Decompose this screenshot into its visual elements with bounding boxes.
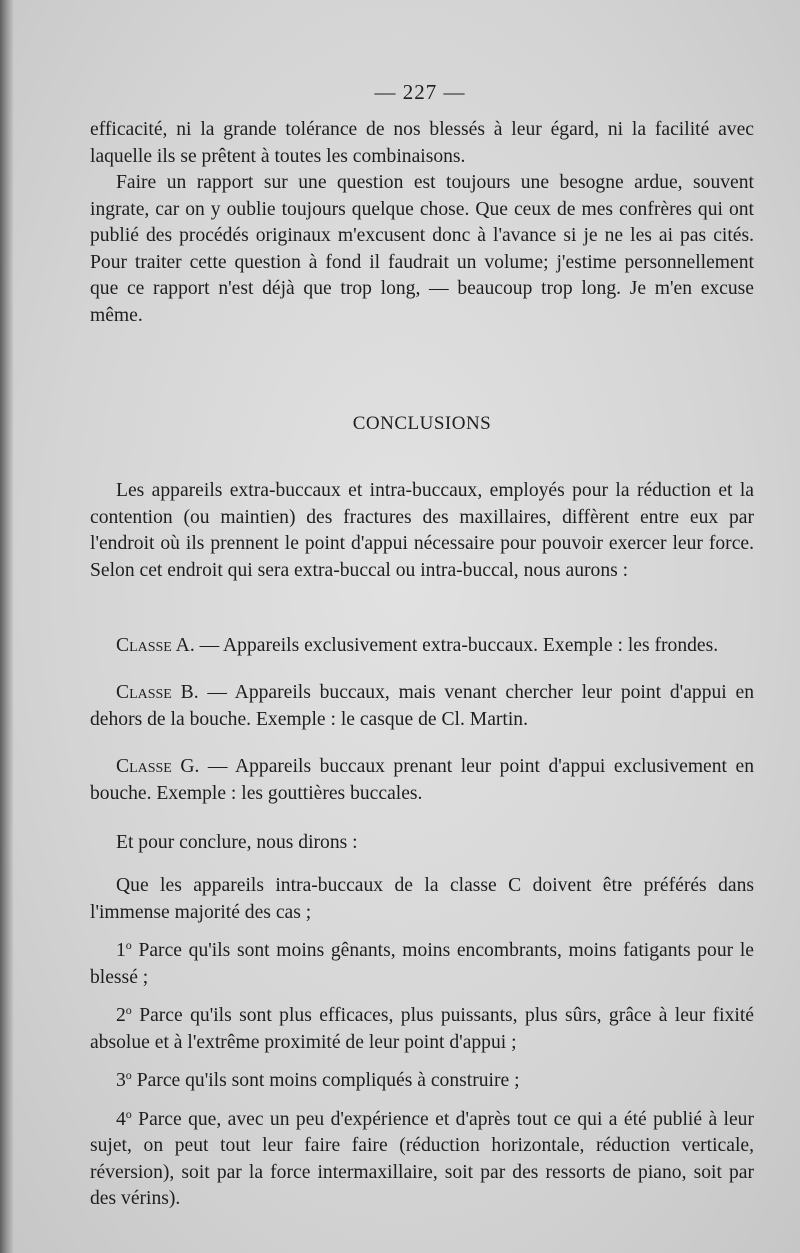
- class-b: [90, 680, 754, 733]
- reason-3-text: Parce qu'ils sont moins compliqués à construire ;: [131, 1070, 520, 1091]
- reason-1-text: Parce qu'ils sont moins gênants, moins encombrants, moins fatigants pour le blessé ;: [90, 940, 754, 988]
- class-a: [90, 633, 754, 660]
- paragraph-report: Faire un rapport sur une question est toujours une besogne ardue, souvent ingrate, car on y oublie toujours quelque chose. Que ceux de mes confrères qui ont publié des procédés originaux m'excusent donc à l'avance si je ne les ai pas cités. Pour traiter cette question à fond il faudrait un volume; j'estime personnellement que ce rapport n'est déjà que trop long, — beaucoup trop long. Je m'en excuse même.: [90, 172, 754, 326]
- class-a-text: A. — Appareils exclusivement extra-buccaux. Exemple : les frondes.: [171, 635, 719, 656]
- reason-2-ordinal: o: [125, 1003, 132, 1017]
- class-c: [90, 754, 754, 807]
- prefer-paragraph: Que les appareils intra-buccaux de la classe C doivent être préférés dans l'immense majorité des cas ;: [90, 875, 754, 923]
- reason-4-text: Parce que, avec un peu d'expérience et d'après tout ce qui a été publié à leur sujet, on peut tout leur faire faire (réduction horizontale, réduction verticale, réversion), soit par la force intermaxillaire, soit par des ressorts de piano, soit par des vérins).: [90, 1108, 754, 1209]
- class-c-label: Classe: [116, 756, 172, 777]
- reason-2-text: Parce qu'ils sont plus efficaces, plus puissants, plus sûrs, grâce à leur fixité absolue et à l'extrême proximité de leur point d'appui ;: [90, 1005, 754, 1053]
- page-number: — 227 —: [374, 80, 466, 104]
- reason-2-number: 2: [116, 1005, 126, 1026]
- reason-2: [90, 997, 754, 1056]
- conclusions-intro: [90, 478, 754, 584]
- reason-3-number: 3: [116, 1070, 126, 1091]
- class-c-paragraph: [90, 754, 754, 807]
- class-b-label: Classe: [116, 682, 172, 703]
- intro-text: [90, 117, 754, 329]
- reason-4: [90, 1101, 754, 1213]
- reason-1-ordinal: o: [125, 938, 132, 952]
- page-edge-shadow: [0, 0, 14, 1253]
- reason-3: [90, 1062, 754, 1095]
- section-heading: CONCLUSIONS: [352, 413, 492, 434]
- class-a-label: Classe: [116, 635, 172, 656]
- paragraph-appliances: Les appareils extra-buccaux et intra-buccaux, employés pour la réduction et la contention (ou maintien) des fractures des maxillaires, diffèrent entre eux par l'endroit où ils prennent le point d'appui nécessaire pour pouvoir exercer leur force. Selon cet endroit qui sera extra-buccal ou intra-buccal, nous aurons :: [90, 480, 754, 581]
- class-c-text: G. — Appareils buccaux prenant leur point d'appui exclusivement en bouche. Exemple : les gouttières buccales.: [90, 756, 754, 804]
- conclusion-lead: [90, 830, 754, 857]
- conclude-paragraph: Et pour conclure, nous dirons :: [116, 832, 358, 853]
- class-b-text: B. — Appareils buccaux, mais venant chercher leur point d'appui en dehors de la bouche. Exemple : le casque de Cl. Martin.: [90, 682, 754, 730]
- reason-1-number: 1: [116, 940, 126, 961]
- reason-4-ordinal: o: [125, 1106, 132, 1121]
- paragraph-continuation: efficacité, ni la grande tolérance de nos blessés à leur égard, ni la facilité avec laquelle ils se prêtent à toutes les combinaisons.: [90, 119, 754, 167]
- reason-1: [90, 932, 754, 991]
- reasons: [90, 873, 754, 1213]
- class-a-paragraph: [90, 633, 754, 660]
- reason-3-ordinal: o: [125, 1068, 132, 1082]
- reason-4-number: 4: [116, 1108, 126, 1130]
- class-b-paragraph: [90, 680, 754, 733]
